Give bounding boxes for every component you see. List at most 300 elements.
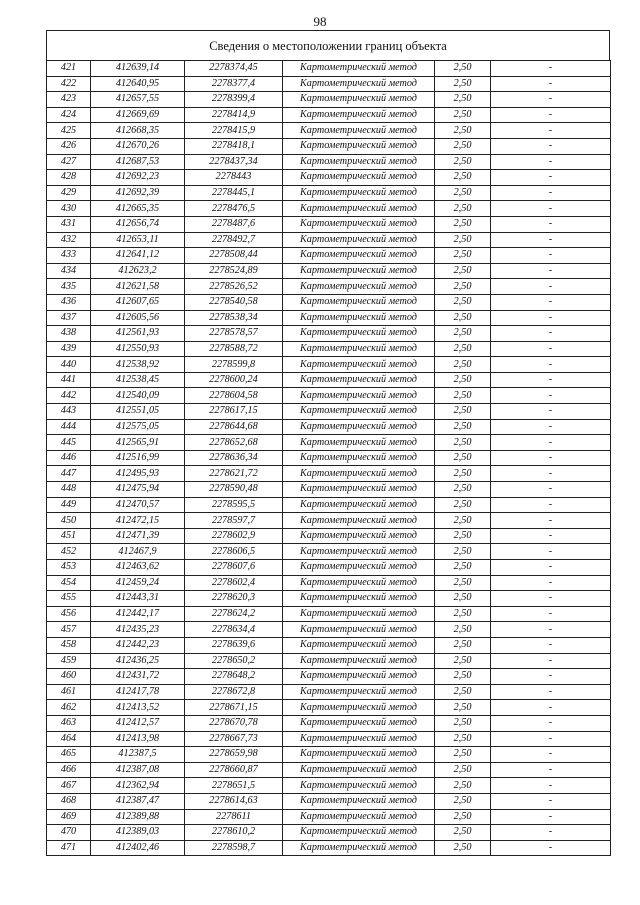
y-coordinate-cell: 2278600,24: [185, 372, 283, 388]
accuracy-cell: 2,50: [435, 528, 491, 544]
y-coordinate-cell: 2278526,52: [185, 279, 283, 295]
point-number-cell: 450: [47, 513, 91, 529]
x-coordinate-cell: 412516,99: [91, 450, 185, 466]
y-coordinate-cell: 2278445,1: [185, 185, 283, 201]
table-row: [47, 669, 611, 685]
method-cell: Картометрический метод: [283, 528, 435, 544]
table-row: [47, 825, 611, 841]
y-coordinate-cell: 2278672,8: [185, 684, 283, 700]
accuracy-cell: 2,50: [435, 731, 491, 747]
y-coordinate-cell: 2278415,9: [185, 123, 283, 139]
table-row: [47, 715, 611, 731]
description-cell: -: [491, 341, 611, 357]
y-coordinate-cell: 2278595,5: [185, 497, 283, 513]
y-coordinate-cell: 2278602,9: [185, 528, 283, 544]
x-coordinate-cell: 412463,62: [91, 560, 185, 576]
point-number-cell: 434: [47, 263, 91, 279]
y-coordinate-cell: 2278540,58: [185, 294, 283, 310]
point-number-cell: 422: [47, 76, 91, 92]
point-number-cell: 449: [47, 497, 91, 513]
method-cell: Картометрический метод: [283, 310, 435, 326]
point-number-cell: 423: [47, 92, 91, 108]
point-number-cell: 448: [47, 482, 91, 498]
y-coordinate-cell: 2278650,2: [185, 653, 283, 669]
point-number-cell: 444: [47, 419, 91, 435]
x-coordinate-cell: 412417,78: [91, 684, 185, 700]
table-row: [47, 92, 611, 108]
accuracy-cell: 2,50: [435, 825, 491, 841]
method-cell: Картометрический метод: [283, 637, 435, 653]
table-row: [47, 653, 611, 669]
y-coordinate-cell: 2278607,6: [185, 560, 283, 576]
accuracy-cell: 2,50: [435, 637, 491, 653]
table-row: [47, 248, 611, 264]
table-row: [47, 684, 611, 700]
x-coordinate-cell: 412443,31: [91, 591, 185, 607]
method-cell: Картометрический метод: [283, 107, 435, 123]
x-coordinate-cell: 412668,35: [91, 123, 185, 139]
x-coordinate-cell: 412362,94: [91, 778, 185, 794]
accuracy-cell: 2,50: [435, 482, 491, 498]
description-cell: -: [491, 825, 611, 841]
point-number-cell: 470: [47, 825, 91, 841]
point-number-cell: 429: [47, 185, 91, 201]
x-coordinate-cell: 412692,23: [91, 170, 185, 186]
x-coordinate-cell: 412471,39: [91, 528, 185, 544]
description-cell: -: [491, 170, 611, 186]
point-number-cell: 430: [47, 201, 91, 217]
accuracy-cell: 2,50: [435, 747, 491, 763]
accuracy-cell: 2,50: [435, 123, 491, 139]
description-cell: -: [491, 76, 611, 92]
table-row: [47, 263, 611, 279]
x-coordinate-cell: 412387,5: [91, 747, 185, 763]
description-cell: -: [491, 185, 611, 201]
y-coordinate-cell: 2278590,48: [185, 482, 283, 498]
method-cell: Картометрический метод: [283, 840, 435, 856]
table-row: [47, 76, 611, 92]
description-cell: -: [491, 684, 611, 700]
point-number-cell: 464: [47, 731, 91, 747]
accuracy-cell: 2,50: [435, 263, 491, 279]
table-row: [47, 606, 611, 622]
point-number-cell: 454: [47, 575, 91, 591]
y-coordinate-cell: 2278418,1: [185, 138, 283, 154]
accuracy-cell: 2,50: [435, 653, 491, 669]
method-cell: Картометрический метод: [283, 154, 435, 170]
y-coordinate-cell: 2278487,6: [185, 216, 283, 232]
y-coordinate-cell: 2278476,5: [185, 201, 283, 217]
method-cell: Картометрический метод: [283, 762, 435, 778]
table-row: [47, 450, 611, 466]
accuracy-cell: 2,50: [435, 279, 491, 295]
point-number-cell: 462: [47, 700, 91, 716]
method-cell: Картометрический метод: [283, 575, 435, 591]
method-cell: Картометрический метод: [283, 170, 435, 186]
y-coordinate-cell: 2278599,8: [185, 357, 283, 373]
table-row: [47, 793, 611, 809]
description-cell: -: [491, 372, 611, 388]
description-cell: -: [491, 591, 611, 607]
y-coordinate-cell: 2278604,58: [185, 388, 283, 404]
point-number-cell: 452: [47, 544, 91, 560]
accuracy-cell: 2,50: [435, 606, 491, 622]
y-coordinate-cell: 2278671,15: [185, 700, 283, 716]
table-row: [47, 497, 611, 513]
x-coordinate-cell: 412387,08: [91, 762, 185, 778]
method-cell: Картометрический метод: [283, 435, 435, 451]
description-cell: -: [491, 154, 611, 170]
table-row: [47, 560, 611, 576]
description-cell: -: [491, 482, 611, 498]
method-cell: Картометрический метод: [283, 294, 435, 310]
accuracy-cell: 2,50: [435, 793, 491, 809]
description-cell: -: [491, 497, 611, 513]
description-cell: -: [491, 263, 611, 279]
x-coordinate-cell: 412640,95: [91, 76, 185, 92]
point-number-cell: 455: [47, 591, 91, 607]
point-number-cell: 451: [47, 528, 91, 544]
method-cell: Картометрический метод: [283, 201, 435, 217]
accuracy-cell: 2,50: [435, 357, 491, 373]
x-coordinate-cell: 412669,69: [91, 107, 185, 123]
accuracy-cell: 2,50: [435, 372, 491, 388]
method-cell: Картометрический метод: [283, 138, 435, 154]
method-cell: Картометрический метод: [283, 825, 435, 841]
point-number-cell: 426: [47, 138, 91, 154]
method-cell: Картометрический метод: [283, 809, 435, 825]
accuracy-cell: 2,50: [435, 248, 491, 264]
x-coordinate-cell: 412687,53: [91, 154, 185, 170]
method-cell: Картометрический метод: [283, 513, 435, 529]
description-cell: -: [491, 669, 611, 685]
accuracy-cell: 2,50: [435, 154, 491, 170]
y-coordinate-cell: 2278610,2: [185, 825, 283, 841]
method-cell: Картометрический метод: [283, 700, 435, 716]
y-coordinate-cell: 2278611: [185, 809, 283, 825]
point-number-cell: 446: [47, 450, 91, 466]
table-row: [47, 591, 611, 607]
point-number-cell: 459: [47, 653, 91, 669]
y-coordinate-cell: 2278524,89: [185, 263, 283, 279]
y-coordinate-cell: 2278399,4: [185, 92, 283, 108]
method-cell: Картометрический метод: [283, 216, 435, 232]
x-coordinate-cell: 412442,17: [91, 606, 185, 622]
accuracy-cell: 2,50: [435, 435, 491, 451]
point-number-cell: 440: [47, 357, 91, 373]
y-coordinate-cell: 2278414,9: [185, 107, 283, 123]
method-cell: Картометрический метод: [283, 466, 435, 482]
y-coordinate-cell: 2278614,63: [185, 793, 283, 809]
accuracy-cell: 2,50: [435, 591, 491, 607]
description-cell: -: [491, 123, 611, 139]
description-cell: -: [491, 248, 611, 264]
table-row: [47, 778, 611, 794]
description-cell: -: [491, 466, 611, 482]
table-row: [47, 419, 611, 435]
accuracy-cell: 2,50: [435, 762, 491, 778]
table-row: [47, 544, 611, 560]
point-number-cell: 447: [47, 466, 91, 482]
accuracy-cell: 2,50: [435, 684, 491, 700]
accuracy-cell: 2,50: [435, 404, 491, 420]
y-coordinate-cell: 2278606,5: [185, 544, 283, 560]
x-coordinate-cell: 412607,65: [91, 294, 185, 310]
point-number-cell: 457: [47, 622, 91, 638]
accuracy-cell: 2,50: [435, 216, 491, 232]
table-row: [47, 61, 611, 77]
table-row: [47, 170, 611, 186]
description-cell: -: [491, 528, 611, 544]
y-coordinate-cell: 2278651,5: [185, 778, 283, 794]
table-row: [47, 622, 611, 638]
description-cell: -: [491, 731, 611, 747]
accuracy-cell: 2,50: [435, 513, 491, 529]
accuracy-cell: 2,50: [435, 450, 491, 466]
point-number-cell: 471: [47, 840, 91, 856]
table-row: [47, 123, 611, 139]
method-cell: Картометрический метод: [283, 185, 435, 201]
method-cell: Картометрический метод: [283, 357, 435, 373]
table-row: [47, 138, 611, 154]
x-coordinate-cell: 412551,05: [91, 404, 185, 420]
method-cell: Картометрический метод: [283, 669, 435, 685]
y-coordinate-cell: 2278508,44: [185, 248, 283, 264]
x-coordinate-cell: 412413,98: [91, 731, 185, 747]
point-number-cell: 441: [47, 372, 91, 388]
y-coordinate-cell: 2278667,73: [185, 731, 283, 747]
x-coordinate-cell: 412495,93: [91, 466, 185, 482]
table-row: [47, 341, 611, 357]
description-cell: -: [491, 622, 611, 638]
table-row: [47, 482, 611, 498]
x-coordinate-cell: 412653,11: [91, 232, 185, 248]
method-cell: Картометрический метод: [283, 715, 435, 731]
table-row: [47, 404, 611, 420]
y-coordinate-cell: 2278639,6: [185, 637, 283, 653]
x-coordinate-cell: 412657,55: [91, 92, 185, 108]
y-coordinate-cell: 2278624,2: [185, 606, 283, 622]
table-row: [47, 154, 611, 170]
table-row: [47, 107, 611, 123]
x-coordinate-cell: 412623,2: [91, 263, 185, 279]
table-row: [47, 185, 611, 201]
method-cell: Картометрический метод: [283, 326, 435, 342]
y-coordinate-cell: 2278588,72: [185, 341, 283, 357]
point-number-cell: 439: [47, 341, 91, 357]
point-number-cell: 436: [47, 294, 91, 310]
y-coordinate-cell: 2278636,34: [185, 450, 283, 466]
y-coordinate-cell: 2278660,87: [185, 762, 283, 778]
method-cell: Картометрический метод: [283, 731, 435, 747]
point-number-cell: 469: [47, 809, 91, 825]
x-coordinate-cell: 412431,72: [91, 669, 185, 685]
table-body: [47, 61, 611, 856]
y-coordinate-cell: 2278652,68: [185, 435, 283, 451]
description-cell: -: [491, 232, 611, 248]
point-number-cell: 425: [47, 123, 91, 139]
description-cell: -: [491, 107, 611, 123]
y-coordinate-cell: 2278538,34: [185, 310, 283, 326]
table-row: [47, 201, 611, 217]
table-row: [47, 310, 611, 326]
x-coordinate-cell: 412639,14: [91, 61, 185, 77]
method-cell: Картометрический метод: [283, 591, 435, 607]
method-cell: Картометрический метод: [283, 497, 435, 513]
y-coordinate-cell: 2278644,68: [185, 419, 283, 435]
description-cell: -: [491, 637, 611, 653]
x-coordinate-cell: 412413,52: [91, 700, 185, 716]
accuracy-cell: 2,50: [435, 715, 491, 731]
description-cell: -: [491, 201, 611, 217]
table-row: [47, 840, 611, 856]
x-coordinate-cell: 412389,88: [91, 809, 185, 825]
method-cell: Картометрический метод: [283, 123, 435, 139]
y-coordinate-cell: 2278621,72: [185, 466, 283, 482]
page-number: 98: [313, 14, 327, 29]
point-number-cell: 465: [47, 747, 91, 763]
table-row: [47, 466, 611, 482]
table-row: [47, 513, 611, 529]
method-cell: Картометрический метод: [283, 653, 435, 669]
method-cell: Картометрический метод: [283, 450, 435, 466]
accuracy-cell: 2,50: [435, 466, 491, 482]
x-coordinate-cell: 412467,9: [91, 544, 185, 560]
description-cell: -: [491, 715, 611, 731]
method-cell: Картометрический метод: [283, 248, 435, 264]
description-cell: -: [491, 606, 611, 622]
x-coordinate-cell: 412692,39: [91, 185, 185, 201]
description-cell: -: [491, 793, 611, 809]
y-coordinate-cell: 2278598,7: [185, 840, 283, 856]
y-coordinate-cell: 2278437,34: [185, 154, 283, 170]
point-number-cell: 421: [47, 61, 91, 77]
x-coordinate-cell: 412656,74: [91, 216, 185, 232]
table-row: [47, 762, 611, 778]
point-number-cell: 458: [47, 637, 91, 653]
method-cell: Картометрический метод: [283, 684, 435, 700]
point-number-cell: 461: [47, 684, 91, 700]
table-row: [47, 700, 611, 716]
point-number-cell: 438: [47, 326, 91, 342]
description-cell: -: [491, 762, 611, 778]
description-cell: -: [491, 435, 611, 451]
accuracy-cell: 2,50: [435, 575, 491, 591]
boundary-table-sheet: [46, 30, 610, 856]
accuracy-cell: 2,50: [435, 388, 491, 404]
point-number-cell: 442: [47, 388, 91, 404]
accuracy-cell: 2,50: [435, 92, 491, 108]
x-coordinate-cell: 412621,58: [91, 279, 185, 295]
x-coordinate-cell: 412436,25: [91, 653, 185, 669]
point-number-cell: 431: [47, 216, 91, 232]
point-number-cell: 433: [47, 248, 91, 264]
accuracy-cell: 2,50: [435, 497, 491, 513]
x-coordinate-cell: 412575,05: [91, 419, 185, 435]
description-cell: -: [491, 216, 611, 232]
x-coordinate-cell: 412470,57: [91, 497, 185, 513]
x-coordinate-cell: 412538,92: [91, 357, 185, 373]
description-cell: -: [491, 388, 611, 404]
accuracy-cell: 2,50: [435, 232, 491, 248]
point-number-cell: 453: [47, 560, 91, 576]
x-coordinate-cell: 412550,93: [91, 341, 185, 357]
x-coordinate-cell: 412387,47: [91, 793, 185, 809]
method-cell: Картометрический метод: [283, 404, 435, 420]
method-cell: Картометрический метод: [283, 372, 435, 388]
table-row: [47, 232, 611, 248]
x-coordinate-cell: 412540,09: [91, 388, 185, 404]
table-row: [47, 388, 611, 404]
accuracy-cell: 2,50: [435, 840, 491, 856]
y-coordinate-cell: 2278578,57: [185, 326, 283, 342]
description-cell: -: [491, 138, 611, 154]
method-cell: Картометрический метод: [283, 388, 435, 404]
table-row: [47, 357, 611, 373]
method-cell: Картометрический метод: [283, 747, 435, 763]
method-cell: Картометрический метод: [283, 544, 435, 560]
point-number-cell: 460: [47, 669, 91, 685]
point-number-cell: 443: [47, 404, 91, 420]
accuracy-cell: 2,50: [435, 669, 491, 685]
description-cell: -: [491, 310, 611, 326]
method-cell: Картометрический метод: [283, 279, 435, 295]
point-number-cell: 427: [47, 154, 91, 170]
x-coordinate-cell: 412389,03: [91, 825, 185, 841]
accuracy-cell: 2,50: [435, 61, 491, 77]
point-number-cell: 432: [47, 232, 91, 248]
method-cell: Картометрический метод: [283, 482, 435, 498]
point-number-cell: 435: [47, 279, 91, 295]
boundary-points-table: [46, 60, 611, 856]
method-cell: Картометрический метод: [283, 61, 435, 77]
description-cell: -: [491, 294, 611, 310]
description-cell: -: [491, 747, 611, 763]
y-coordinate-cell: 2278620,3: [185, 591, 283, 607]
accuracy-cell: 2,50: [435, 107, 491, 123]
accuracy-cell: 2,50: [435, 544, 491, 560]
point-number-cell: 456: [47, 606, 91, 622]
accuracy-cell: 2,50: [435, 700, 491, 716]
accuracy-cell: 2,50: [435, 294, 491, 310]
x-coordinate-cell: 412605,56: [91, 310, 185, 326]
x-coordinate-cell: 412670,26: [91, 138, 185, 154]
description-cell: -: [491, 357, 611, 373]
point-number-cell: 428: [47, 170, 91, 186]
table-title: Сведения о местоположении границ объекта: [46, 30, 610, 60]
x-coordinate-cell: 412538,45: [91, 372, 185, 388]
description-cell: -: [491, 560, 611, 576]
accuracy-cell: 2,50: [435, 809, 491, 825]
method-cell: Картометрический метод: [283, 606, 435, 622]
accuracy-cell: 2,50: [435, 419, 491, 435]
y-coordinate-cell: 2278597,7: [185, 513, 283, 529]
method-cell: Картометрический метод: [283, 76, 435, 92]
accuracy-cell: 2,50: [435, 170, 491, 186]
x-coordinate-cell: 412665,35: [91, 201, 185, 217]
y-coordinate-cell: 2278602,4: [185, 575, 283, 591]
y-coordinate-cell: 2278617,15: [185, 404, 283, 420]
point-number-cell: 466: [47, 762, 91, 778]
table-row: [47, 528, 611, 544]
method-cell: Картометрический метод: [283, 622, 435, 638]
description-cell: -: [491, 653, 611, 669]
y-coordinate-cell: 2278634,4: [185, 622, 283, 638]
accuracy-cell: 2,50: [435, 622, 491, 638]
table-row: [47, 731, 611, 747]
point-number-cell: 463: [47, 715, 91, 731]
accuracy-cell: 2,50: [435, 326, 491, 342]
